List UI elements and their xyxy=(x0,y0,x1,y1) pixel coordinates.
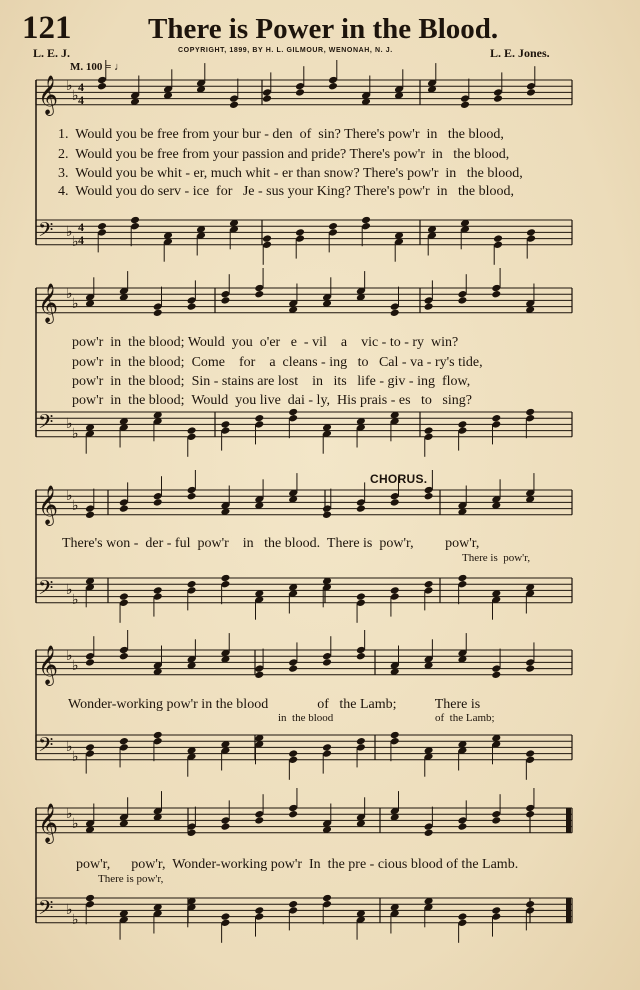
notehead xyxy=(153,309,163,318)
notehead xyxy=(424,829,434,838)
notehead xyxy=(220,822,230,831)
notehead xyxy=(457,574,467,583)
notehead xyxy=(457,912,467,921)
chorus-line-3-alto: There is pow'r, xyxy=(98,873,164,885)
chorus-line-2-alto-b: of the Lamb; xyxy=(435,712,495,724)
notehead xyxy=(288,408,298,417)
flat-sign-icon: ♭ xyxy=(66,224,73,240)
notehead xyxy=(153,498,163,507)
notehead xyxy=(254,816,264,825)
flat-sign-icon: ♭ xyxy=(66,582,73,598)
verse-2-line-b: pow'r in the blood; Come for a cleans - ing to Cal - va - ry's tide, xyxy=(72,355,483,370)
final-bar-line xyxy=(566,898,571,923)
notehead xyxy=(457,296,467,305)
notehead xyxy=(295,228,305,237)
verse-1-line-b: pow'r in the blood; Would you o'er e - vil a vic - to - ry win? xyxy=(72,335,459,350)
notehead xyxy=(457,822,467,831)
notehead xyxy=(85,894,95,903)
notehead xyxy=(85,511,95,520)
notehead xyxy=(424,492,434,501)
notehead xyxy=(457,420,467,429)
flat-sign-icon: ♭ xyxy=(66,78,73,94)
notehead xyxy=(491,816,501,825)
notehead xyxy=(390,731,400,740)
hymn-number: 121 xyxy=(22,10,72,46)
verse-4-line-b: pow'r in the blood; Would you live dai - ly, His prais - es to sing? xyxy=(72,393,472,408)
notehead xyxy=(328,222,338,231)
time-signature-top: 4 xyxy=(78,220,84,234)
notehead xyxy=(130,216,140,225)
notehead xyxy=(328,82,338,91)
notehead xyxy=(262,234,272,243)
bass-clef-icon: 𝄢 xyxy=(38,733,54,761)
treble-clef-icon: 𝄞 xyxy=(38,803,59,843)
treble-clef-icon: 𝄞 xyxy=(38,283,59,323)
notehead xyxy=(356,737,366,746)
chorus-line-1-alto: There is pow'r, xyxy=(462,552,531,564)
notehead xyxy=(356,504,366,513)
verse-3-line-a: 3. Would you be whit - er, much whit - er than snow? There's pow'r in the blood, xyxy=(58,166,523,181)
notehead xyxy=(187,302,197,311)
notehead xyxy=(97,222,107,231)
flat-sign-icon: ♭ xyxy=(66,286,73,302)
notehead xyxy=(220,912,230,921)
flat-sign-icon: ♭ xyxy=(66,806,73,822)
treble-clef-icon: 𝄞 xyxy=(38,75,59,115)
notehead xyxy=(254,906,264,915)
notehead xyxy=(525,664,535,673)
notehead xyxy=(322,743,332,752)
notehead xyxy=(119,652,129,661)
notehead xyxy=(220,420,230,429)
notehead xyxy=(424,302,434,311)
notehead xyxy=(153,731,163,740)
final-bar-line xyxy=(566,808,571,833)
notehead xyxy=(525,900,535,909)
bass-clef-icon: 𝄢 xyxy=(38,410,54,438)
flat-sign-icon: ♭ xyxy=(72,912,79,928)
notehead xyxy=(525,749,535,758)
notehead xyxy=(220,296,230,305)
flat-sign-icon: ♭ xyxy=(72,426,79,442)
notehead xyxy=(460,101,470,110)
chorus-line-2-alto-a: in the blood xyxy=(278,712,334,724)
notehead xyxy=(187,580,197,589)
flat-sign-icon: ♭ xyxy=(66,488,73,504)
notehead xyxy=(491,671,501,680)
bass-clef-icon: 𝄢 xyxy=(38,218,54,246)
notehead xyxy=(85,658,95,667)
notehead xyxy=(493,94,503,103)
metronome-text: M. 100 = xyxy=(70,61,112,73)
notehead xyxy=(322,511,332,520)
notehead xyxy=(220,574,230,583)
flat-sign-icon: ♭ xyxy=(66,648,73,664)
notehead xyxy=(356,652,366,661)
notehead xyxy=(322,894,332,903)
verse-4-line-a: 4. Would you do serv - ice for Je - sus your King? There's pow'r in the blood, xyxy=(58,184,514,199)
notehead xyxy=(119,504,129,513)
flat-sign-icon: ♭ xyxy=(72,498,79,514)
bass-clef-icon: 𝄢 xyxy=(38,896,54,924)
notehead xyxy=(491,290,501,299)
notehead xyxy=(424,580,434,589)
notehead xyxy=(322,658,332,667)
notehead xyxy=(493,234,503,243)
notehead xyxy=(424,426,434,435)
notehead xyxy=(526,228,536,237)
notehead xyxy=(525,408,535,417)
notehead xyxy=(526,88,536,97)
flat-sign-icon: ♭ xyxy=(72,234,79,250)
verse-2-line-a: 2. Would you be free from your passion and pride? There's pow'r in the blood, xyxy=(58,147,510,162)
verse-1-line-a: 1. Would you be free from your bur - den of sin? There's pow'r in the blood, xyxy=(58,127,504,142)
notehead xyxy=(262,94,272,103)
notehead xyxy=(288,900,298,909)
notehead xyxy=(356,592,366,601)
flat-sign-icon: ♭ xyxy=(66,739,73,755)
treble-clef-icon: 𝄞 xyxy=(38,485,59,525)
time-signature-bottom: 4 xyxy=(78,93,84,107)
bass-clef-icon: 𝄢 xyxy=(38,576,54,604)
notehead xyxy=(491,414,501,423)
notehead xyxy=(153,586,163,595)
notehead xyxy=(390,498,400,507)
quarter-note-icon: ♩ xyxy=(114,61,126,73)
notehead xyxy=(525,810,535,819)
notehead xyxy=(390,586,400,595)
flat-sign-icon: ♭ xyxy=(72,749,79,765)
time-signature-bottom: 4 xyxy=(78,233,84,247)
notehead xyxy=(390,309,400,318)
flat-sign-icon: ♭ xyxy=(72,296,79,312)
flat-sign-icon: ♭ xyxy=(66,416,73,432)
notehead xyxy=(254,290,264,299)
notehead xyxy=(97,82,107,91)
words-credit: L. E. J. xyxy=(33,46,71,60)
chorus-line-1: There's won - der - ful pow'r in the blood. There is pow'r, pow'r, xyxy=(62,536,480,551)
notehead xyxy=(119,592,129,601)
copyright-notice: COPYRIGHT, 1899, BY H. L. GILMOUR, WENONAH, N. J. xyxy=(178,47,393,54)
chorus-line-3: pow'r, pow'r, Wonder-working pow'r In the pre - cious blood of the Lamb. xyxy=(76,857,519,872)
notehead xyxy=(254,414,264,423)
flat-sign-icon: ♭ xyxy=(72,88,79,104)
notehead xyxy=(85,743,95,752)
notehead xyxy=(288,664,298,673)
chorus-label: CHORUS. xyxy=(370,472,428,486)
verse-3-line-b: pow'r in the blood; Sin - stains are lost in its life - giv - ing flow, xyxy=(72,374,471,389)
treble-clef-icon: 𝄞 xyxy=(38,645,59,685)
notehead xyxy=(187,426,197,435)
notehead xyxy=(119,737,129,746)
music-credit: L. E. Jones. xyxy=(490,46,550,60)
notehead xyxy=(187,492,197,501)
notehead xyxy=(361,216,371,225)
notehead xyxy=(491,906,501,915)
time-signature-top: 4 xyxy=(78,80,84,94)
notehead xyxy=(288,749,298,758)
notehead xyxy=(288,810,298,819)
notehead xyxy=(229,101,239,110)
flat-sign-icon: ♭ xyxy=(72,658,79,674)
notehead xyxy=(254,671,264,680)
flat-sign-icon: ♭ xyxy=(72,816,79,832)
flat-sign-icon: ♭ xyxy=(66,902,73,918)
chorus-line-2: Wonder-working pow'r in the blood of the Lamb; There is xyxy=(68,697,481,712)
notehead xyxy=(295,88,305,97)
flat-sign-icon: ♭ xyxy=(72,592,79,608)
hymn-title: There is Power in the Blood. xyxy=(148,13,499,45)
